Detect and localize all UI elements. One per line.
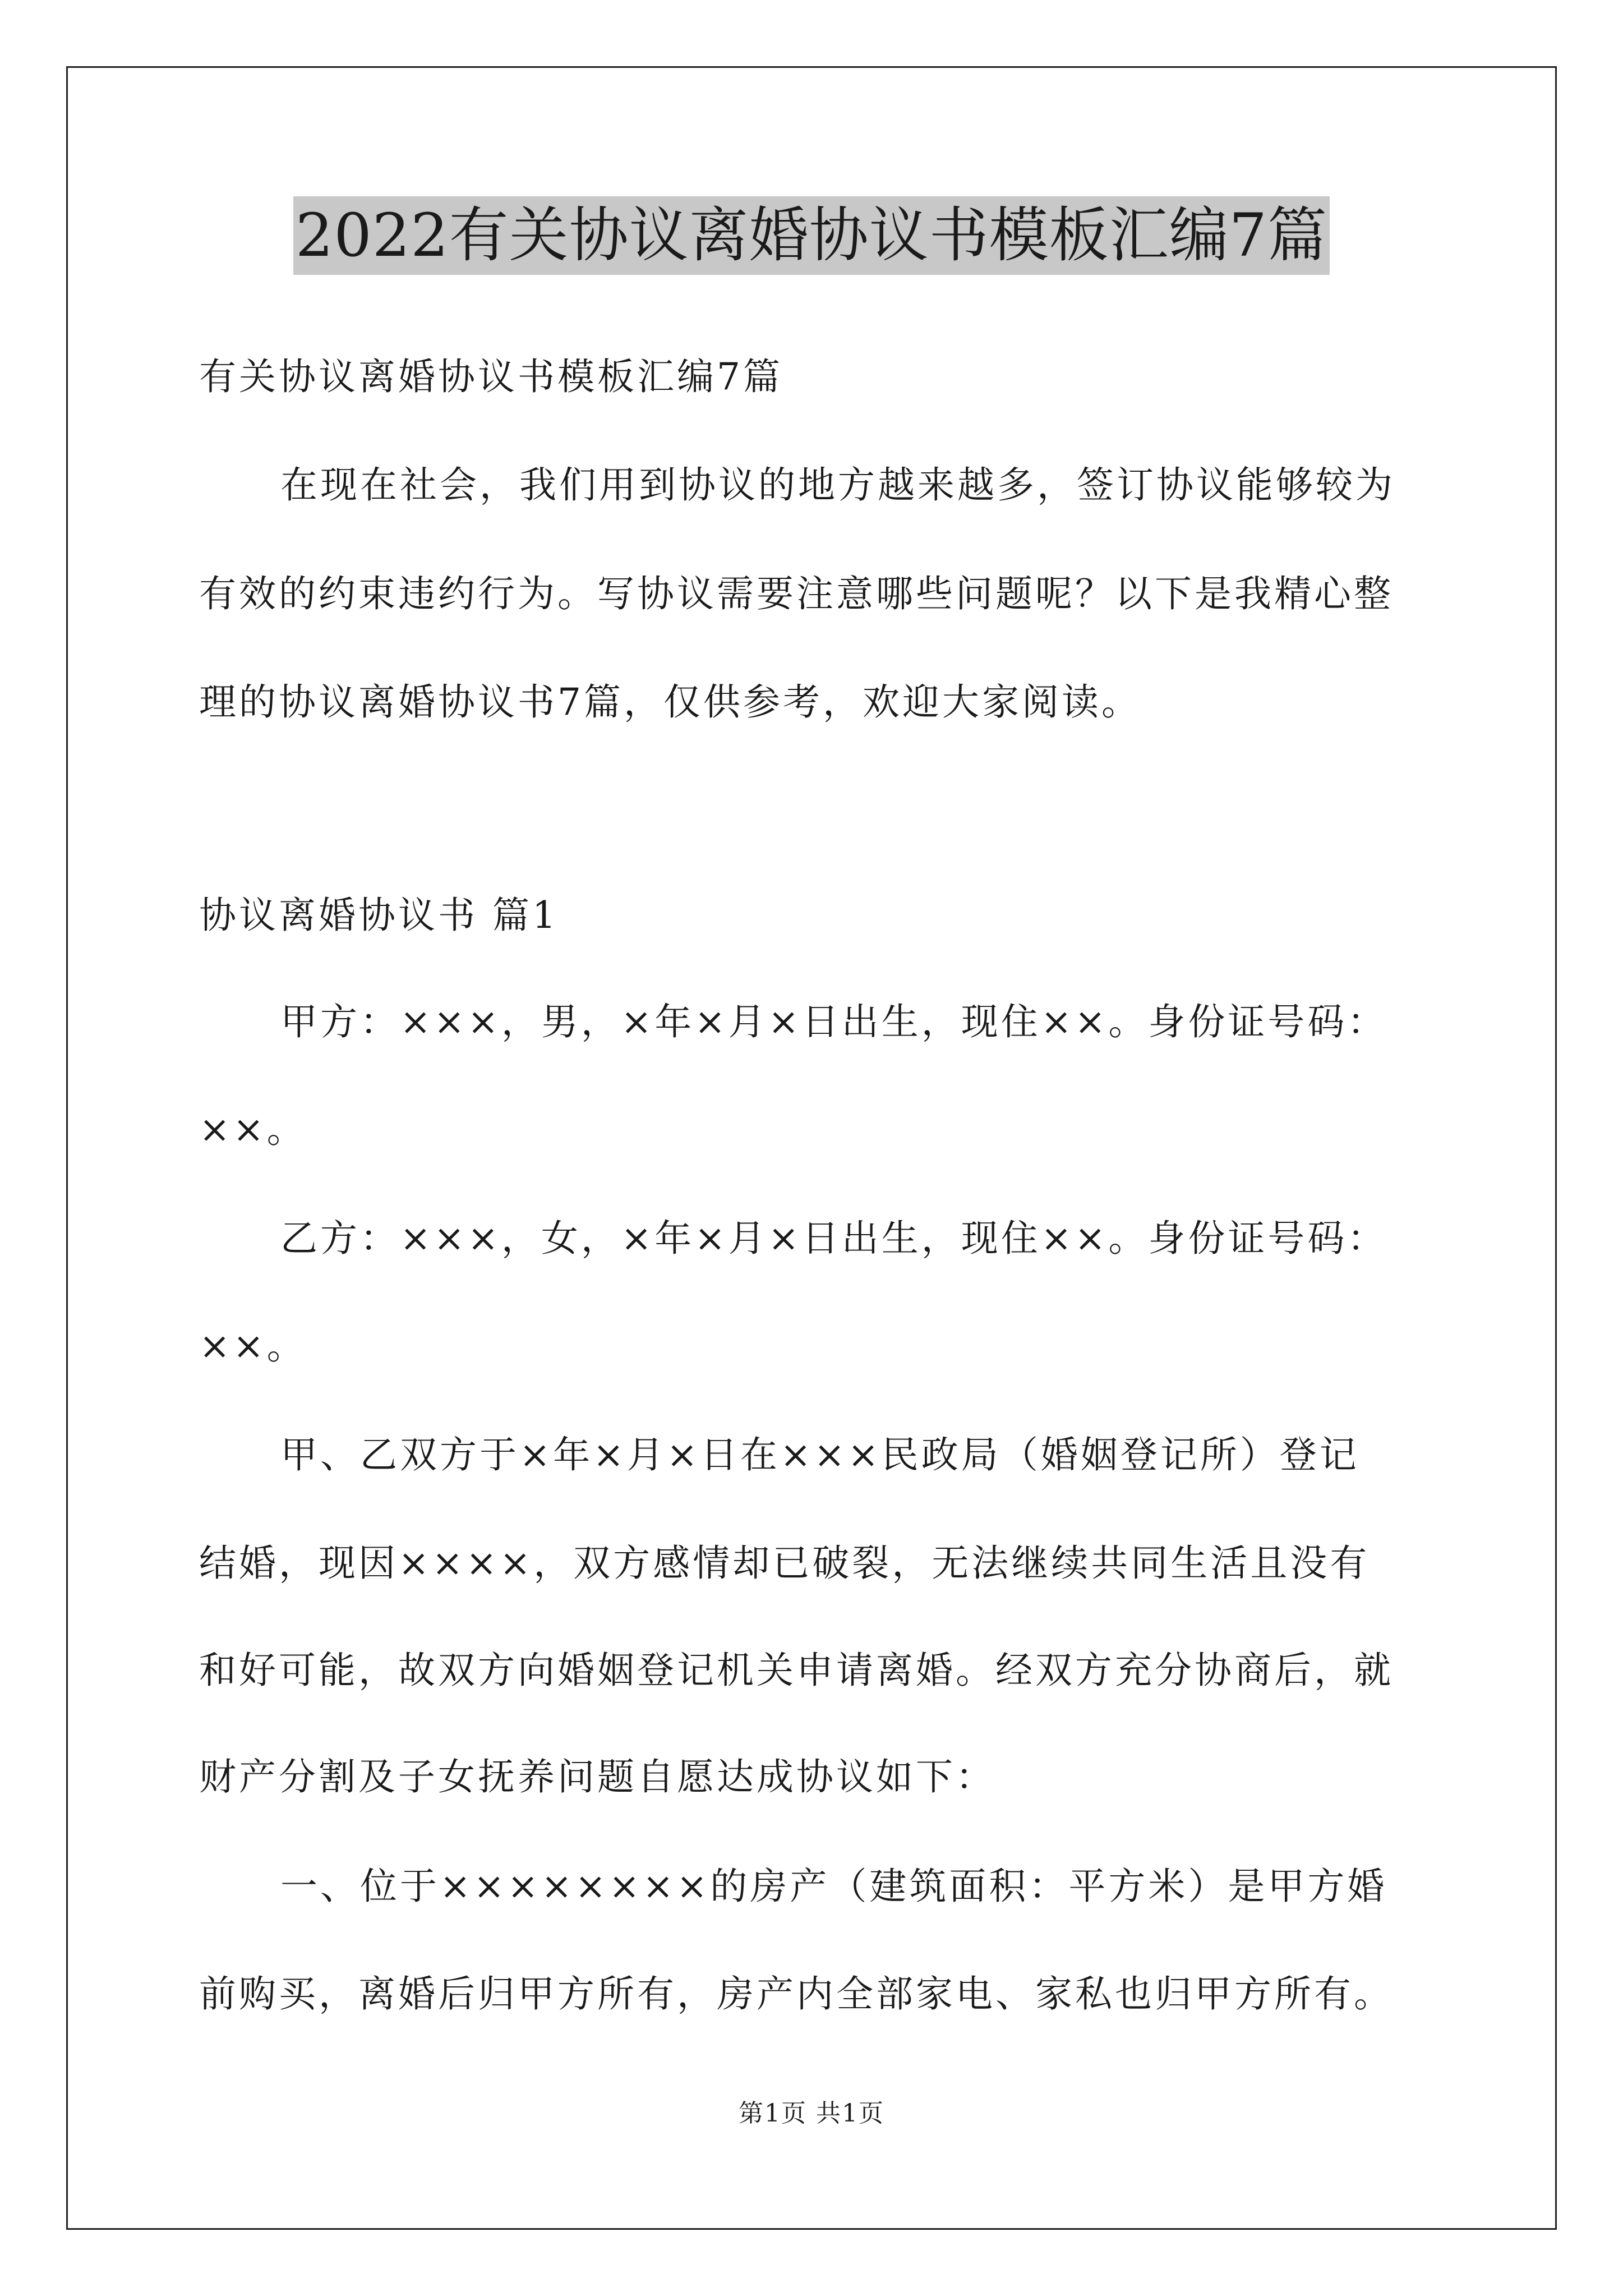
document-title: 2022有关协议离婚协议书模板汇编7篇 — [293, 196, 1330, 275]
clause-one-line-1: 一、位于××××××××的房产（建筑面积：平方米）是甲方婚 — [280, 1865, 1387, 1908]
marriage-line-4: 财产分割及子女抚养问题自愿达成协议如下： — [199, 1755, 995, 1798]
intro-line-1: 在现在社会，我们用到协议的地方越来越多，签订协议能够较为 — [280, 463, 1395, 507]
page-indicator: 第1页 共1页 — [739, 2099, 884, 2128]
marriage-line-1: 甲、乙双方于×年×月×日在×××民政局（婚姻登记所）登记 — [280, 1433, 1359, 1476]
party-a-line-1: 甲方：×××，男，×年×月×日出生，现住××。身份证号码： — [280, 1000, 1387, 1043]
party-b-line-2: ××。 — [199, 1324, 307, 1368]
party-b-line-1: 乙方：×××，女，×年×月×日出生，现住××。身份证号码： — [280, 1217, 1387, 1260]
marriage-line-3: 和好可能，故双方向婚姻登记机关申请离婚。经双方充分协商后，就 — [199, 1649, 1394, 1692]
section-heading: 协议离婚协议书 篇1 — [199, 894, 559, 937]
intro-line-3: 理的协议离婚协议书7篇，仅供参考，欢迎大家阅读。 — [199, 680, 1141, 724]
marriage-line-2: 结婚，现因××××，双方感情却已破裂，无法继续共同生活且没有 — [199, 1542, 1370, 1585]
party-a-line-2: ××。 — [199, 1108, 307, 1151]
title-container — [0, 196, 1623, 275]
document-subtitle: 有关协议离婚协议书模板汇编7篇 — [199, 355, 783, 398]
clause-one-line-2: 前购买，离婚后归甲方所有，房产内全部家电、家私也归甲方所有。 — [199, 1972, 1394, 2016]
intro-line-2: 有效的约束违约行为。写协议需要注意哪些问题呢？以下是我精心整 — [199, 572, 1394, 615]
